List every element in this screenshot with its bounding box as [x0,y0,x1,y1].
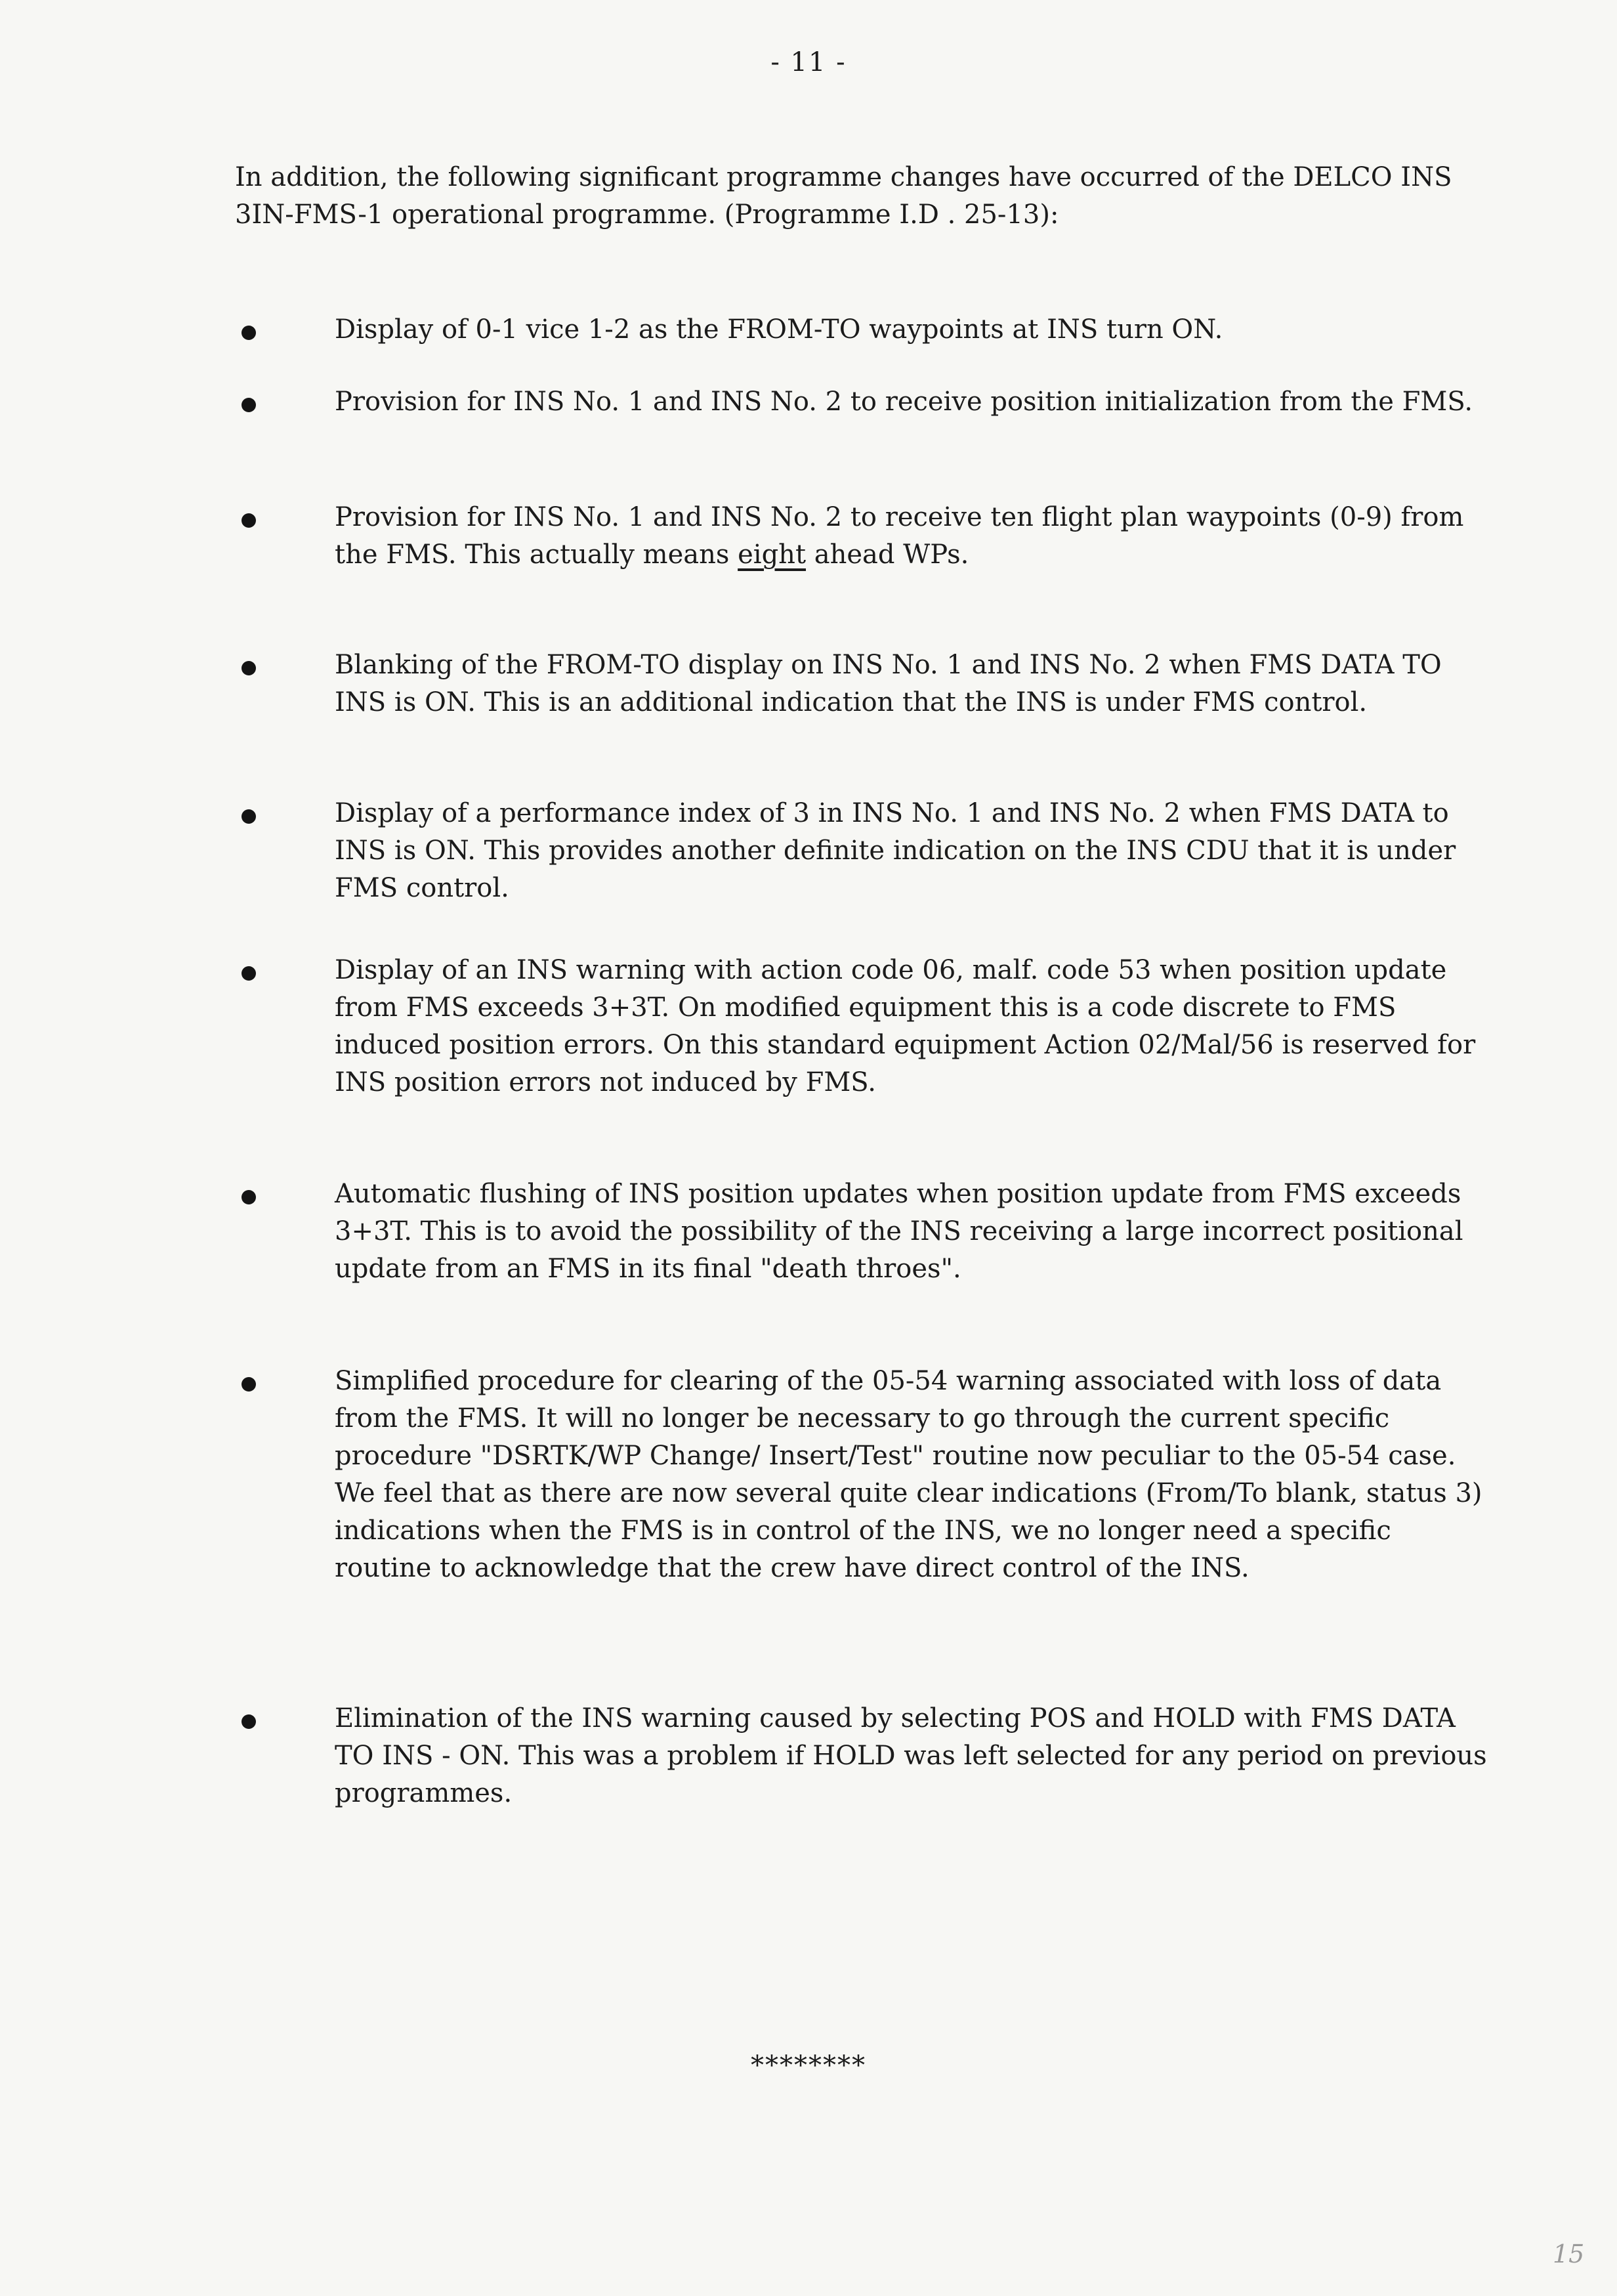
bullet-text-part: Provision for INS No. 1 and INS No. 2 to receive ten flight plan waypoints (0-9) from the FMS. This actually means [335,502,1464,570]
bullet-text: Display of an INS warning with action code 06, malf. code 53 when position update from FMS exceeds 3+3T. On modified equipment this is a code discrete to FMS induced position errors. On this standard equipment Action 02/Mal/56 is reserved for INS position errors not induced by FMS. [335,955,1476,1097]
bullet-icon [242,809,256,824]
bullet-icon [242,326,256,340]
bullet-icon [242,1190,256,1204]
bullet-text: Blanking of the FROM-TO display on INS No. 1 and INS No. 2 when FMS DATA TO INS is ON. This is an additional indication that the INS is under FMS control. [335,650,1442,717]
bullet-text: Automatic flushing of INS position updates when position update from FMS exceeds 3+3T. This is to avoid the possibility of the INS receiving a large incorrect positional update from an FMS in its final "death throes". [335,1179,1463,1284]
page-number: - 11 - [770,47,847,77]
bullet-text: Elimination of the INS warning caused by selecting POS and HOLD with FMS DATA TO INS - ON. This was a problem if HOLD was left selected for any period on previous programmes. [335,1703,1487,1808]
bullet-icon [242,398,256,412]
bullet-icon [242,513,256,528]
bullet-text: Display of 0-1 vice 1-2 as the FROM-TO waypoints at INS turn ON. [335,314,1223,345]
bullet-icon [242,1377,256,1392]
bullet-icon [242,1714,256,1729]
bullet-text: Provision for INS No. 1 and INS No. 2 to receive position initialization from the FMS. [335,387,1473,417]
bullet-icon [242,661,256,675]
underlined-word: eight [738,540,807,570]
intro-paragraph: In addition, the following significant programme changes have occurred of the DELCO INS 3IN-FMS-1 operational programme. (Programme I.D . 25-13): [235,162,1452,230]
handwritten-page-mark: 15 [1553,2240,1585,2268]
bullet-text: Simplified procedure for clearing of the 05-54 warning associated with loss of data from the FMS. It will no longer be necessary to go through the current specific procedure "DSRTK/WP Change/ Insert/Test" routine now peculiar to the 05-54 case. We feel that as there are now several quite clear indications (From/To blank, status 3) indications when the FMS is in control of the INS, we no longer need a specific routine to acknowledge that the crew have direct control of the INS. [335,1366,1482,1583]
bullet-text-part: ahead WPs. [806,540,969,570]
bullet-text [335,499,1490,574]
end-of-section-mark: ******** [751,2051,866,2081]
bullet-text: Display of a performance index of 3 in INS No. 1 and INS No. 2 when FMS DATA to INS is ON. This provides another definite indication on the INS CDU that it is under FMS control. [335,798,1456,903]
bullet-icon [242,966,256,981]
